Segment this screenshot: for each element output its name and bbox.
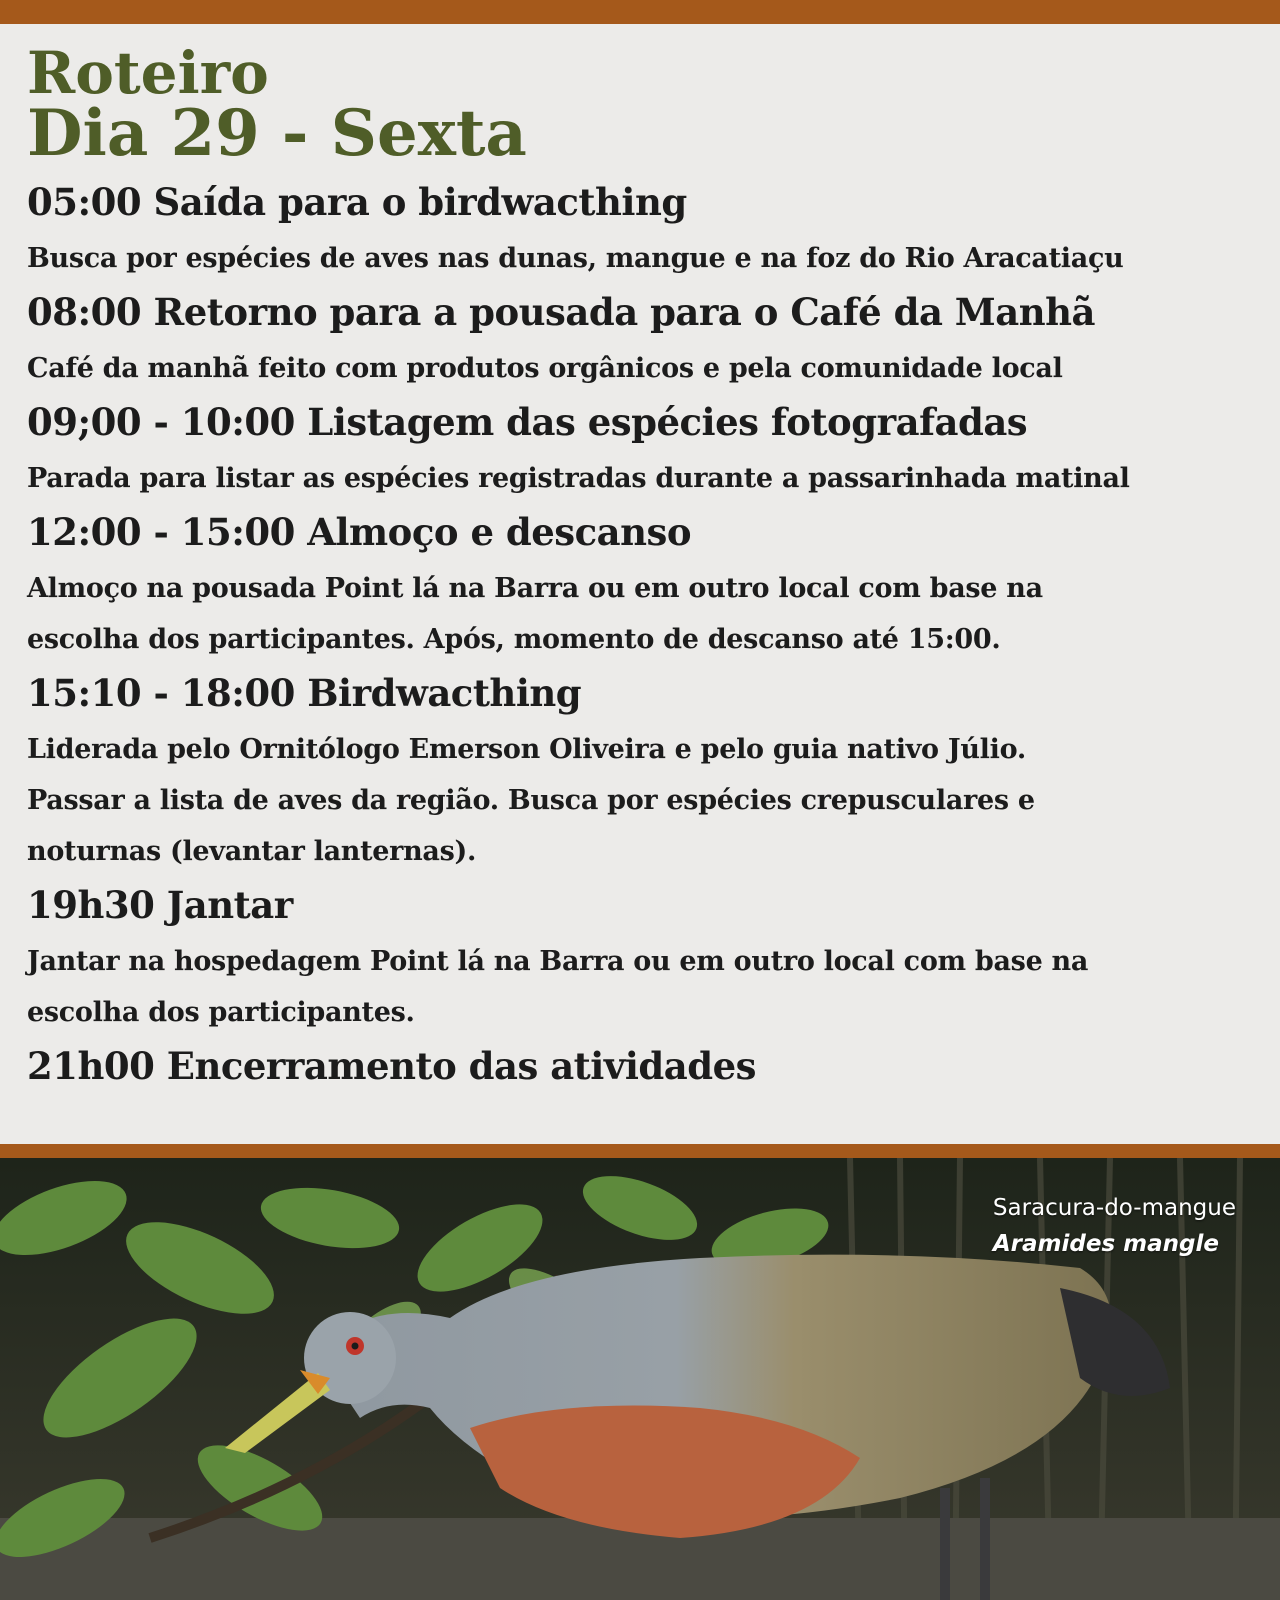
- schedule-item-heading: 21h00 Encerramento das atividades: [27, 1044, 756, 1088]
- schedule-item: [27, 883, 1247, 1038]
- description-line: Busca por espécies de aves nas dunas, mangue e na foz do Rio Aracatiaçu: [27, 243, 1124, 274]
- itinerary-content: [27, 36, 1247, 1097]
- top-accent-bar: [0, 0, 1280, 24]
- schedule-item-description: [27, 563, 1247, 665]
- page-title: Roteiro: [27, 39, 269, 107]
- page-subtitle: Dia 29 - Sexta: [27, 96, 527, 171]
- description-line: Jantar na hospedagem Point lá na Barra ou em outro local com base na: [27, 946, 1089, 977]
- schedule-item: [27, 510, 1247, 665]
- bird-common-name: Saracura-do-mangue: [992, 1195, 1236, 1221]
- description-line: Passar a lista de aves da região. Busca por espécies crepusculares e: [27, 785, 1035, 816]
- schedule-item-heading: 09;00 - 10:00 Listagem das espécies fotografadas: [27, 400, 1028, 444]
- schedule-item-description: [27, 724, 1247, 877]
- bird-scientific-name: Aramides mangle: [992, 1231, 1219, 1257]
- schedule-item-heading: 19h30 Jantar: [27, 883, 293, 927]
- schedule-item: [27, 671, 1247, 877]
- description-line: noturnas (levantar lanternas).: [27, 836, 477, 867]
- description-line: Café da manhã feito com produtos orgânicos e pela comunidade local: [27, 353, 1063, 384]
- description-line: escolha dos participantes.: [27, 997, 415, 1028]
- description-line: escolha dos participantes. Após, momento de descanso até 15:00.: [27, 624, 1001, 655]
- schedule-item-description: [27, 453, 1247, 504]
- schedule-list: [27, 180, 1247, 1088]
- schedule-item-heading: 12:00 - 15:00 Almoço e descanso: [27, 510, 692, 554]
- schedule-item: [27, 290, 1247, 394]
- schedule-item-heading: 08:00 Retorno para a pousada para o Café da Manhã: [27, 290, 1096, 334]
- schedule-item-heading: 15:10 - 18:00 Birdwacthing: [27, 671, 582, 715]
- photo-caption: [993, 1190, 1236, 1262]
- schedule-item-heading: 05:00 Saída para o birdwacthing: [27, 180, 687, 224]
- photo-accent-bar: [0, 1144, 1280, 1158]
- schedule-item-description: [27, 233, 1247, 284]
- description-line: Parada para listar as espécies registradas durante a passarinhada matinal: [27, 463, 1130, 494]
- schedule-item-description: [27, 936, 1247, 1038]
- schedule-item-description: [27, 343, 1247, 394]
- schedule-item: [27, 400, 1247, 504]
- schedule-item: [27, 180, 1247, 284]
- description-line: Almoço na pousada Point lá na Barra ou em outro local com base na: [27, 573, 1043, 604]
- description-line: Liderada pelo Ornitólogo Emerson Oliveira e pelo guia nativo Júlio.: [27, 734, 1026, 765]
- schedule-item: [27, 1044, 1247, 1088]
